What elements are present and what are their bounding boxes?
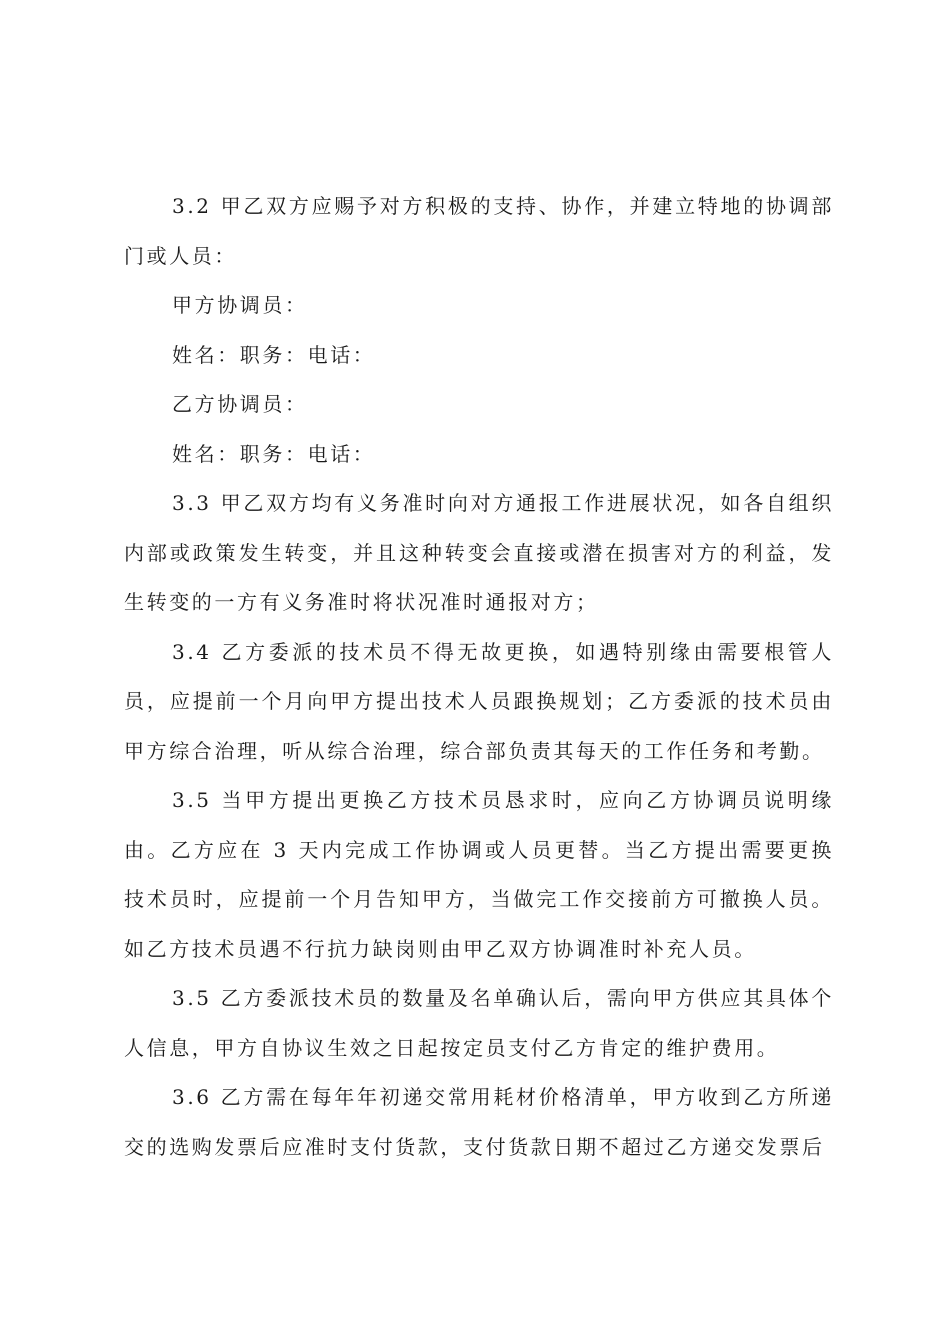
paragraph-3-2: 3.2 甲乙双方应赐予对方积极的支持、协作，并建立特地的协调部门或人员： xyxy=(124,194,834,268)
party-b-coordinator-label: 乙方协调员： xyxy=(172,392,308,416)
paragraph-3-5-staffing: 3.5 乙方委派技术员的数量及名单确认后，需向甲方供应其具体个人信息，甲方自协议生效之日起按定员支付乙方肯定的维护费用。 xyxy=(124,986,834,1060)
party-a-coordinator-label: 甲方协调员： xyxy=(172,293,308,317)
paragraph-3-5-replacement: 3.5 当甲方提出更换乙方技术员恳求时，应向乙方协调员说明缘由。乙方应在 3 天内完成工作协调或人员更替。当乙方提出需要更换技术员时，应提前一个月告知甲方，当做完工作交接前方可撤换人员。如乙方技术员遇不行抗力缺岗则由甲乙双方协调准时补充人员。 xyxy=(124,788,834,961)
paragraph-3-6: 3.6 乙方需在每年年初递交常用耗材价格清单，甲方收到乙方所递交的选购发票后应准时支付货款，支付货款日期不超过乙方递交发票后 xyxy=(124,1085,834,1159)
paragraph-3-4: 3.4 乙方委派的技术员不得无故更换，如遇特别缘由需要根管人员，应提前一个月向甲方提出技术人员跟换规划；乙方委派的技术员由甲方综合治理，听从综合治理，综合部负责其每天的工作任务和考勤。 xyxy=(124,639,834,763)
document-body xyxy=(124,182,834,1172)
party-b-contact-fields: 姓名：职务：电话： xyxy=(172,441,376,466)
paragraph-3-3: 3.3 甲乙双方均有义务准时向对方通报工作进展状况，如各自组织内部或政策发生转变，并且这种转变会直接或潜在损害对方的利益，发生转变的一方有义务准时将状况准时通报对方； xyxy=(124,491,834,614)
party-a-contact-fields: 姓名：职务：电话： xyxy=(172,342,376,367)
